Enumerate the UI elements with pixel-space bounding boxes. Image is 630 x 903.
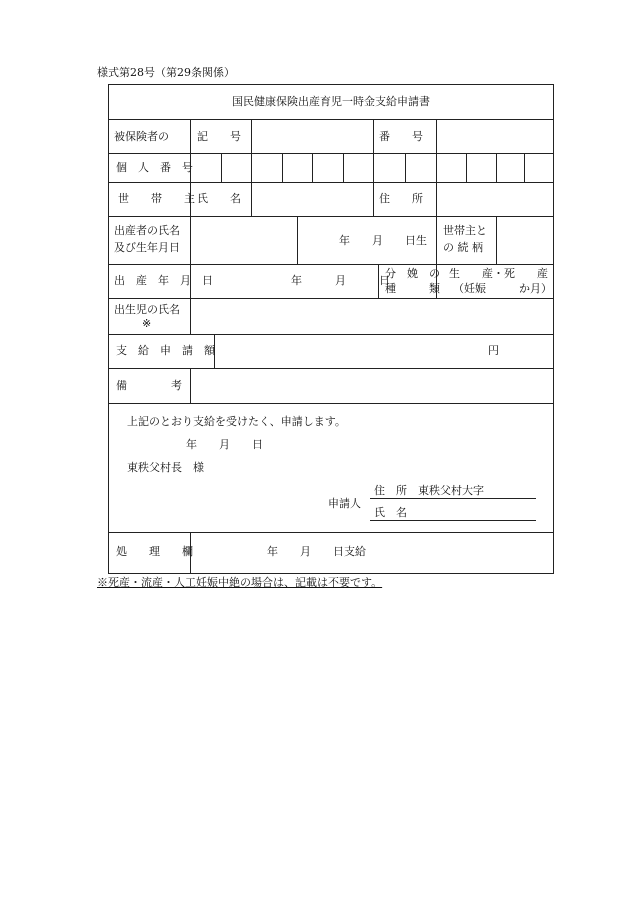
- applicant-address-value: 東秩父村大字: [418, 484, 484, 497]
- applicant-address-field[interactable]: [418, 482, 536, 498]
- pregnancy-months[interactable]: （妊娠 か月）: [453, 282, 552, 295]
- remarks-field[interactable]: [191, 369, 552, 403]
- kigo-field[interactable]: [252, 120, 372, 153]
- birth-date-value[interactable]: 年 月 日: [291, 274, 390, 287]
- footnote: ※死産・流産・人工妊娠中絶の場合は、記載は不要です。: [97, 576, 383, 589]
- col-line: [297, 216, 298, 265]
- form-number: 様式第28号（第29条関係）: [97, 66, 235, 79]
- child-name-note-mark: ※: [142, 317, 152, 330]
- amount-label: 支 給 申 請 額: [116, 344, 215, 357]
- declaration-date[interactable]: 年 月 日: [186, 438, 263, 451]
- col-line: [373, 182, 374, 217]
- col-line: [373, 119, 374, 154]
- child-name-label: 出生児の氏名: [114, 303, 180, 316]
- child-name-field[interactable]: [191, 299, 552, 334]
- row-line: [108, 264, 554, 265]
- mother-name-field[interactable]: [191, 217, 296, 264]
- name-underline: [370, 520, 536, 521]
- declaration-statement: 上記のとおり支給を受けたく、申請します。: [127, 415, 346, 428]
- relation-label-line1: 世帯主と: [443, 224, 487, 237]
- addressee: 東秩父村長 様: [127, 461, 204, 474]
- mother-label-line2: 及び生年月日: [114, 241, 180, 254]
- row-line: [108, 216, 554, 217]
- bango-label: 番 号: [379, 130, 423, 143]
- remarks-label: 備 考: [116, 379, 182, 392]
- householder-name-field[interactable]: [252, 183, 372, 216]
- birth-date-label: 出 産 年 月 日: [114, 274, 213, 287]
- mother-birthdate[interactable]: 年 月 日生: [339, 234, 427, 247]
- applicant-name-label: 氏 名: [374, 506, 407, 519]
- delivery-type-options[interactable]: 生 産・死 産: [449, 267, 548, 280]
- applicant-name-field[interactable]: [418, 504, 536, 520]
- mynumber-field[interactable]: [191, 154, 552, 182]
- householder-label: 世 帯 主: [118, 192, 195, 205]
- col-line: [436, 216, 437, 265]
- bango-field[interactable]: [437, 120, 552, 153]
- form-title: 国民健康保険出産育児一時金支給申請書: [232, 95, 430, 108]
- householder-address-label: 住 所: [379, 192, 423, 205]
- address-underline: [370, 498, 536, 499]
- applicant-address-label: 住 所: [374, 484, 407, 497]
- processing-label: 処 理 欄: [116, 545, 193, 558]
- insured-label: 被保険者の: [114, 130, 169, 143]
- delivery-type-label-line1: 分 娩 の: [385, 267, 440, 280]
- kigo-label: 記 号: [197, 130, 241, 143]
- householder-name-label: 氏 名: [197, 192, 241, 205]
- processing-date: 年 月 日支給: [267, 545, 366, 558]
- amount-field[interactable]: [215, 335, 552, 368]
- relation-field[interactable]: [497, 217, 552, 264]
- applicant-label: 申請人: [328, 497, 361, 510]
- mother-label-line1: 出産者の氏名: [114, 224, 180, 237]
- col-line: [190, 119, 191, 154]
- delivery-type-label-line2: 種 類: [385, 282, 440, 295]
- row-line: [108, 532, 554, 533]
- amount-unit: 円: [488, 344, 499, 357]
- row-line: [108, 403, 554, 404]
- mynumber-label: 個 人 番 号: [116, 161, 193, 174]
- relation-label-line2: の 続 柄: [443, 241, 483, 254]
- householder-address-field[interactable]: [437, 183, 552, 216]
